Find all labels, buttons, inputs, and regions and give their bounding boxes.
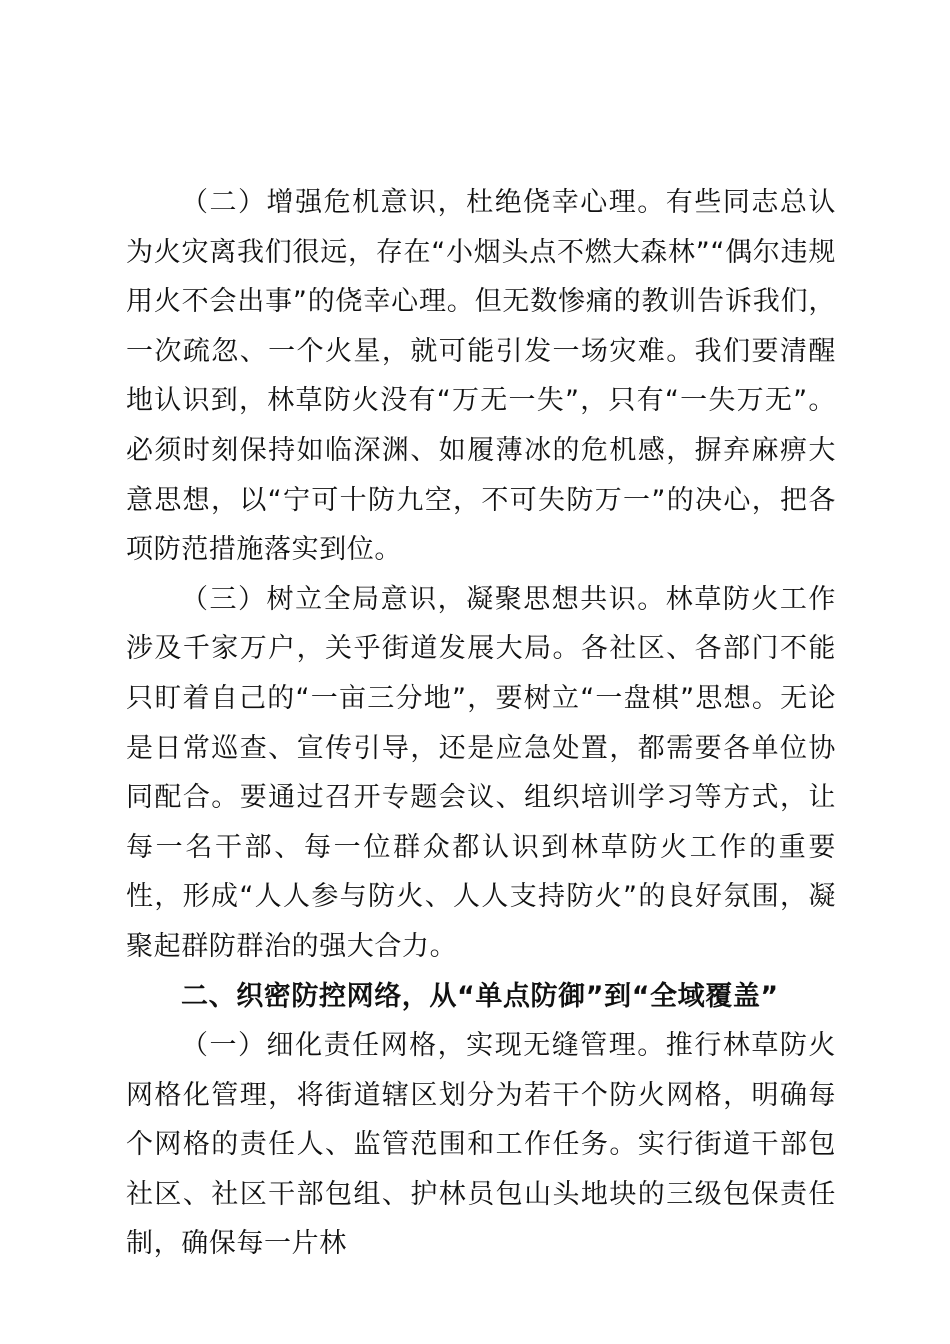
paragraph-overall-awareness: （三）树立全局意识，凝聚思想共识。林草防火工作涉及千家万户，关乎街道发展大局。各社区、各部门不能只盯着自己的“一亩三分地”，要树立“一盘棋”思想。无论是日常巡查、宣传引导，还是应急处置，都需要各单位协同配合。要通过召开专题会议、组织培训学习等方式，让每一名干部、每一位群众都认识到林草防火工作的重要性，形成“人人参与防火、人人支持防火”的良好氛围，凝聚起群防群治的强大合力。 <box>126 583 836 962</box>
paragraph-responsibility-grid: （一）细化责任网格，实现无缝管理。推行林草防火网格化管理，将街道辖区划分为若干个防火网格，明确每个网格的责任人、监管范围和工作任务。实行街道干部包社区、社区干部包组、护林员包山头地块的三级包保责任制，确保每一片林 <box>126 1030 836 1260</box>
paragraph-crisis-awareness: （二）增强危机意识，杜绝侥幸心理。有些同志总认为火灾离我们很远，存在“小烟头点不燃大森林”“偶尔违规用火不会出事”的侥幸心理。但无数惨痛的教训告诉我们，一次疏忽、一个火星，就可能引发一场灾难。我们要清醒地认识到，林草防火没有“万无一失”，只有“一失万无”。必须时刻保持如临深渊、如履薄冰的危机感，摒弃麻痹大意思想，以“宁可十防九空，不可失防万一”的决心，把各项防范措施落实到位。 <box>126 187 836 566</box>
document-body <box>126 178 836 1269</box>
section-heading: 二、织密防控网络，从“单点防御”到“全域覆盖” <box>181 980 779 1012</box>
